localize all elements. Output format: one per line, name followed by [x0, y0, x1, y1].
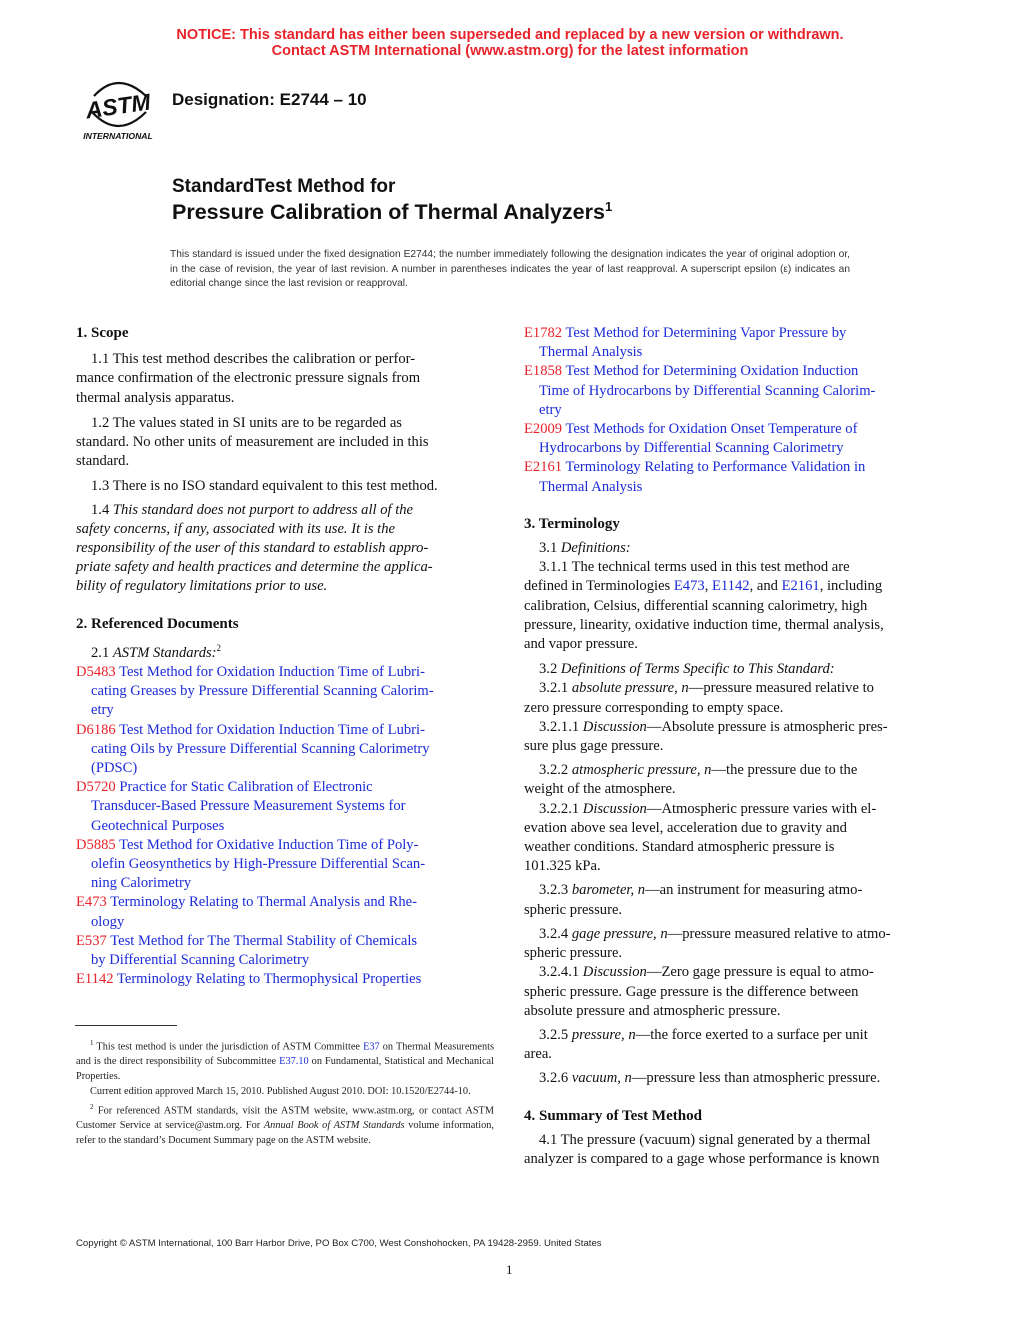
title-text: Pressure Calibration of Thermal Analyzers	[172, 200, 605, 224]
reference-title[interactable]: ning Calorimetry	[91, 875, 192, 892]
scope-1-2: 1.2 The values stated in SI units are to be regarded as standard. No other units of measurement are included in this standard.	[76, 414, 429, 470]
reference-item[interactable]	[524, 324, 943, 362]
reference-title[interactable]: Time of Hydrocarbons by Differential Scanning Calorim-	[539, 382, 876, 399]
link-e1142[interactable]: E1142	[712, 578, 750, 595]
terminology-heading: 3. Terminology	[524, 515, 620, 532]
scope-1-1: 1.1 This test method describes the calibration or perfor- mance confirmation of the electronic pressure signals from thermal analysis apparatus.	[76, 351, 421, 406]
reference-title[interactable]: Terminology Relating to Performance Validation in	[565, 459, 866, 476]
copyright: Copyright © ASTM International, 100 Barr Harbor Drive, PO Box C700, West Conshohocken, PA 19428-2959. United States	[76, 1238, 602, 1249]
definitions-label: 3.1 Definitions:	[539, 540, 631, 557]
reference-item[interactable]	[76, 721, 494, 779]
reference-item[interactable]	[524, 362, 943, 420]
footnote-1: $^1$ This test method is under the jurisdiction of ASTM Committee E37 on Thermal Measurements and is the direct responsibility of Subcommittee E37.10 on Fundamental, Statistical and Mechanical Properties.	[76, 1039, 494, 1083]
astm-logo	[76, 76, 160, 142]
reference-title[interactable]: Test Method for Determining Oxidation Induction	[565, 363, 859, 380]
reference-item[interactable]	[76, 932, 494, 970]
reference-code[interactable]: E1858	[524, 363, 563, 380]
reference-item[interactable]	[524, 458, 943, 496]
reference-list-left	[76, 663, 494, 989]
reference-item[interactable]	[524, 420, 943, 458]
footnote-1-edition: Current edition approved March 15, 2010. Published August 2010. DOI: 10.1520/E2744-10.	[90, 1085, 471, 1097]
reference-code[interactable]: E2161	[524, 459, 563, 476]
reference-title[interactable]: etry	[539, 401, 562, 418]
reference-title[interactable]: Practice for Static Calibration of Electronic	[119, 779, 373, 796]
reference-item[interactable]	[76, 663, 494, 721]
summary-heading: 4. Summary of Test Method	[524, 1107, 702, 1124]
reference-title[interactable]: Test Method for Oxidation Induction Time of Lubri-	[119, 663, 425, 680]
issued-note: This standard is issued under the fixed designation E2744; the number immediately following the designation indicates the year of original adoption or, in the case of revision, the year of last revision. A number in parentheses indicates the year of last reapproval. A superscript epsilon (ε) indicates an editorial change since the last revision or reapproval.	[170, 249, 850, 289]
reference-title[interactable]: cating Oils by Pressure Differential Scanning Calorimetry	[91, 740, 430, 757]
astm-standards-label: 2.1 ASTM Standards:$^2$	[91, 642, 222, 661]
notice-line-2: Contact ASTM International (www.astm.org) for the latest information	[271, 43, 749, 59]
link-e2161[interactable]: E2161	[781, 578, 820, 595]
summary-4-1: 4.1 The pressure (vacuum) signal generated by a thermal analyzer is compared to a gage whose performance is known	[524, 1131, 880, 1167]
reference-title[interactable]: Transducer-Based Pressure Measurement Systems for	[91, 798, 406, 815]
right-column	[524, 324, 943, 1169]
footnotes	[76, 1036, 494, 1148]
link-e473[interactable]: E473	[673, 578, 705, 595]
scope-heading: 1. Scope	[76, 325, 129, 341]
term-3-2-1-1: 3.2.1.1 Discussion—Absolute pressure is atmospheric pres- sure plus gage pressure.	[524, 718, 888, 755]
term-3-2-2: 3.2.2 atmospheric pressure, n—the pressure due to the weight of the atmosphere.	[524, 762, 858, 798]
reference-title[interactable]: Test Method for Oxidative Induction Time of Poly-	[119, 836, 419, 853]
reference-item[interactable]	[76, 970, 494, 989]
term-3-2-6: 3.2.6 vacuum, n—pressure less than atmospheric pressure.	[539, 1070, 881, 1087]
reference-code[interactable]: E2009	[524, 421, 563, 438]
reference-item[interactable]	[76, 893, 494, 931]
reference-title[interactable]: Geotechnical Purposes	[91, 817, 225, 834]
term-3-2-5: 3.2.5 pressure, n—the force exerted to a surface per unit area.	[524, 1026, 868, 1063]
term-3-1-1: 3.1.1 The technical terms used in this test method are defined in Terminologies E473, E1142, and E2161, including calibration, Celsius, differential scanning calorimetry, high pressure, linearity, oxidative induction time, thermal analysis, and vapor pressure.	[524, 559, 884, 653]
term-3-2-1: 3.2.1 absolute pressure, n—pressure measured relative to zero pressure corresponding to empty space.	[524, 680, 874, 716]
term-3-2-3: 3.2.3 barometer, n—an instrument for measuring atmo- spheric pressure.	[524, 882, 863, 918]
reference-title[interactable]: Test Method for Determining Vapor Pressure by	[565, 325, 847, 341]
footnote-link-e37[interactable]: E37	[363, 1041, 380, 1053]
refdocs-heading: 2. Referenced Documents	[76, 615, 239, 632]
term-3-2-4-1: 3.2.4.1 Discussion—Zero gage pressure is equal to atmo- spheric pressure. Gage pressure is the difference between absolute pressure and atmospheric pressure.	[524, 964, 874, 1019]
reference-code[interactable]: E473	[76, 894, 107, 911]
term-3-2-2-1: 3.2.2.1 Discussion—Atmospheric pressure varies with el- evation above sea level, acceleration due to gravity and weather conditions. Standard atmospheric pressure is 101.325 kPa.	[524, 800, 877, 875]
astm-logo-sub: INTERNATIONAL	[83, 131, 153, 141]
reference-title[interactable]: Terminology Relating to Thermophysical Properties	[116, 971, 422, 988]
reference-code[interactable]: D5885	[76, 836, 116, 853]
reference-code[interactable]: E1782	[524, 325, 563, 341]
reference-title[interactable]: cating Greases by Pressure Differential Scanning Calorim-	[91, 683, 434, 700]
designation: Designation: E2744 – 10	[172, 90, 367, 109]
reference-title[interactable]: Terminology Relating to Thermal Analysis and Rhe-	[110, 894, 417, 911]
scope-1-4: 1.4 This standard does not purport to address all of the safety concerns, if any, associated with its use. It is the responsibility of the user of this standard to establish appro- priate safety and health practices and determine the applica- bility of regulatory limitations prior to use.	[76, 501, 433, 595]
notice-line-1: NOTICE: This standard has either been superseded and replaced by a new version or withdrawn.	[176, 27, 844, 43]
reference-title[interactable]: Test Method for Oxidation Induction Time of Lubri-	[119, 721, 425, 738]
reference-title[interactable]: (PDSC)	[91, 759, 138, 776]
page-number: 1	[506, 1262, 513, 1277]
footnote-link-e37-10[interactable]: E37.10	[279, 1056, 309, 1068]
astm-logo-brand: ASTM	[83, 88, 153, 124]
title-line-2	[172, 199, 612, 225]
reference-title[interactable]: olefin Geosynthetics by High-Pressure Differential Scan-	[91, 855, 426, 872]
term-3-2-4: 3.2.4 gage pressure, n—pressure measured relative to atmo- spheric pressure.	[524, 925, 891, 962]
reference-item[interactable]	[76, 778, 494, 836]
footnote-2: $^2$ For referenced ASTM standards, visit the ASTM website, www.astm.org, or contact ASTM Customer Service at service@astm.org. For Annual Book of ASTM Standards volume information, refer to the standard’s Document Summary page on the ASTM website.	[76, 1102, 494, 1146]
left-column	[76, 324, 494, 989]
reference-code[interactable]: E1142	[76, 971, 114, 988]
title-footnote-mark[interactable]: 1	[604, 199, 613, 214]
reference-code[interactable]: D6186	[76, 721, 116, 738]
reference-title[interactable]: Thermal Analysis	[539, 344, 643, 361]
reference-title[interactable]: Thermal Analysis	[539, 478, 643, 495]
reference-title[interactable]: Hydrocarbons by Differential Scanning Calorimetry	[539, 440, 844, 457]
reference-title[interactable]: etry	[91, 702, 114, 719]
footnote-divider	[75, 1025, 177, 1026]
reference-title[interactable]: Test Methods for Oxidation Onset Temperature of	[565, 421, 858, 438]
reference-title[interactable]: by Differential Scanning Calorimetry	[91, 951, 310, 968]
reference-code[interactable]: E537	[76, 932, 107, 949]
title-line-1: StandardTest Method for	[172, 176, 396, 197]
reference-title[interactable]: ology	[91, 913, 125, 930]
definitions-specific-label: 3.2 Definitions of Terms Specific to This Standard:	[539, 661, 835, 678]
reference-code[interactable]: D5720	[76, 779, 116, 796]
reference-code[interactable]: D5483	[76, 663, 116, 680]
scope-1-3: 1.3 There is no ISO standard equivalent to this test method.	[91, 478, 438, 495]
reference-item[interactable]	[76, 836, 494, 894]
reference-title[interactable]: Test Method for The Thermal Stability of Chemicals	[110, 932, 418, 949]
reference-list-right	[524, 324, 943, 497]
